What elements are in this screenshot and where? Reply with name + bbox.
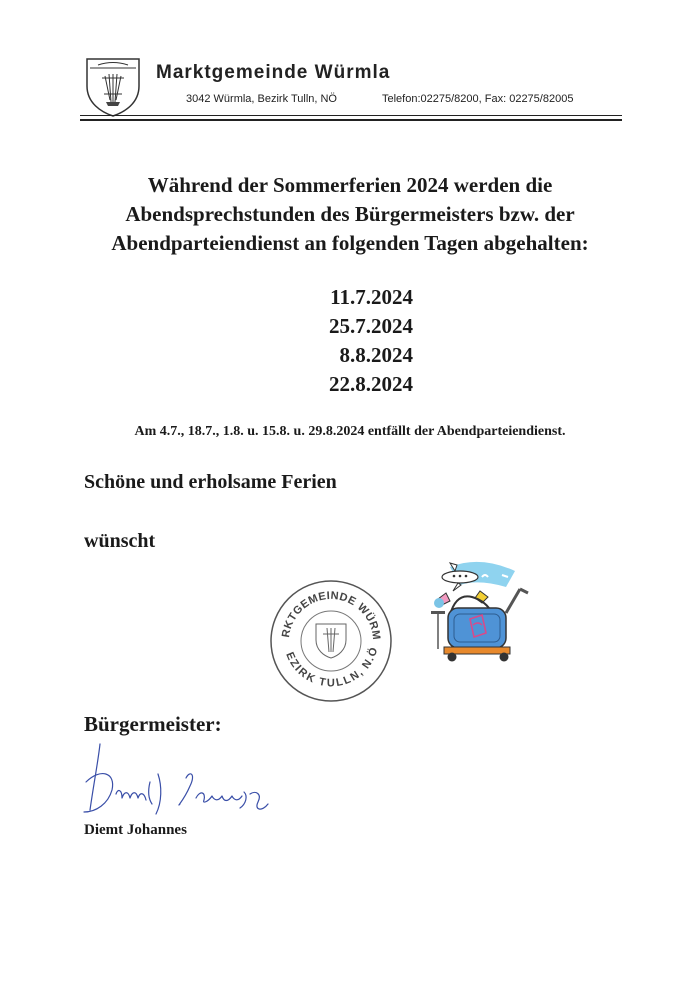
header-divider <box>80 115 622 116</box>
org-name: Marktgemeinde Würmla <box>156 62 391 83</box>
cancellation-notice: Am 4.7., 18.7., 1.8. u. 15.8. u. 29.8.2024 entfällt der Abendparteiendienst. <box>134 424 566 439</box>
travel-suitcase-icon <box>420 553 535 668</box>
greeting-text: Schöne und erholsame Ferien <box>84 471 337 493</box>
date-item: 22.8.2024 <box>329 372 413 396</box>
org-contact: Telefon:02275/8200, Fax: 02275/82005 <box>382 93 574 105</box>
seal-bottom-text: EZIRK TULLN, N.Ö <box>283 645 381 690</box>
date-list <box>300 283 413 399</box>
announcement-headline <box>70 171 630 258</box>
wish-text: wünscht <box>84 530 156 552</box>
municipal-seal <box>268 578 394 704</box>
mayor-name: Diemt Johannes <box>84 822 187 838</box>
coat-of-arms-icon <box>84 56 142 118</box>
headline-line: Während der Sommerferien 2024 werden die <box>147 173 553 197</box>
headline-line: Abendparteiendienst an folgenden Tagen abgehalten: <box>111 231 589 255</box>
handwritten-signature <box>78 742 278 824</box>
date-item: 25.7.2024 <box>329 314 413 338</box>
seal-top-text: RKTGEMEINDE WÜRM <box>280 589 383 641</box>
date-item: 8.8.2024 <box>339 343 413 367</box>
headline-line: Abendsprechstunden des Bürgermeisters bzw. der <box>125 202 575 226</box>
header-divider-thick <box>80 119 622 121</box>
mayor-title: Bürgermeister: <box>84 712 222 736</box>
org-address: 3042 Würmla, Bezirk Tulln, NÖ <box>186 93 337 105</box>
date-item: 11.7.2024 <box>330 285 413 309</box>
